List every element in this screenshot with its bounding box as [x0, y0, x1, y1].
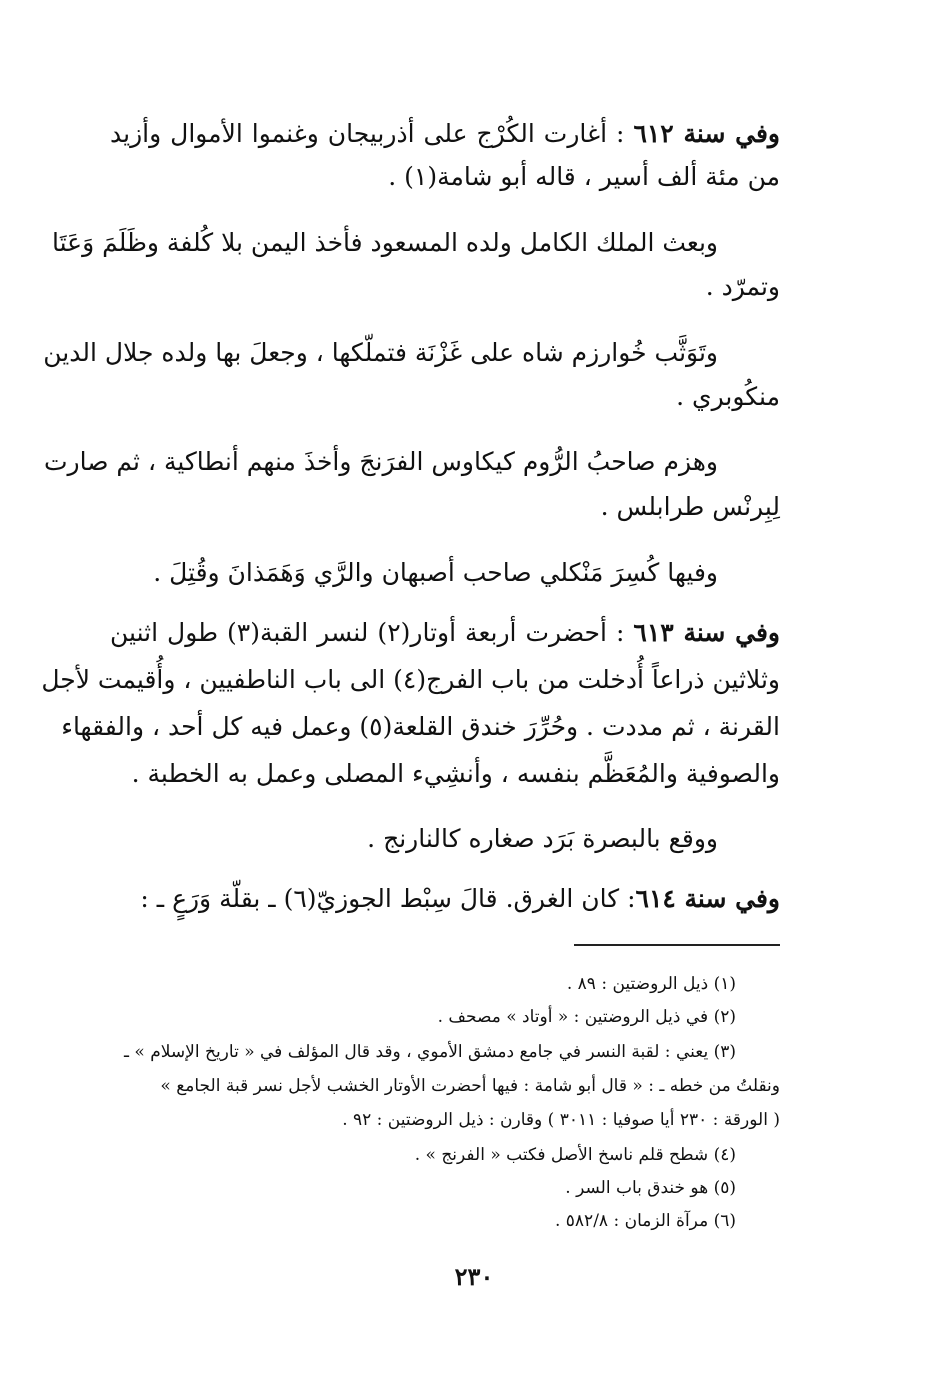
year-heading: وفي سنة ٦١٢ — [633, 119, 780, 148]
footnote: (٣) يعني : لقبة النسر في جامع دمشق الأموي ، وقد قال المؤلف في « تاريخ الإسلام » ـ — [124, 1042, 736, 1062]
text-line: وثلاثين ذراعاً أُدخلت من باب الفرج(٤) الى باب الناطفيين ، وأُقيمت لأجل — [41, 665, 780, 694]
text-line: وهزم صاحبُ الرُّوم كيكاوس الفرَنجَ وأخذَ منهم أنطاكية ، ثم صارت — [44, 447, 718, 476]
text-line: وفي سنة ٦١٤: كان الغرق. قالَ سِبْط الجوزيّ(٦) ـ بقلّة وَرَعٍ ـ : — [140, 884, 780, 913]
text-line: وفيها كُسِرَ مَنْكلي صاحب أصبهان والرَّي وَهَمَذانَ وقُتِلَ . — [153, 558, 718, 587]
text-line: من مئة ألف أسير ، قاله أبو شامة(١) . — [388, 162, 780, 191]
text-line: وتمرّد . — [705, 272, 780, 301]
footnote: ( الورقة : ٢٣٠ أيا صوفيا : ٣٠١١ ) وقارن : ذيل الروضتين : ٩٢ . — [342, 1110, 780, 1130]
footnote: (٢) في ذيل الروضتين : « أوتاد » مصحف . — [437, 1007, 736, 1027]
text-line: منكُوبري . — [676, 382, 780, 411]
footnote: ونقلتُ من خطه ـ : « قال أبو شامة : فيها أحضرت الأوتار الخشب لأجل نسر قبة الجامع » — [160, 1076, 780, 1096]
footnote: (٦) مرآة الزمان : ٥٨٢/٨ . — [554, 1211, 736, 1231]
footnote: (١) ذيل الروضتين : ٨٩ . — [566, 974, 736, 994]
text-line: القرنة ، ثم مددت . وحُرِّرَ خندق القلعة(٥) وعمل فيه كل أحد ، والفقهاء — [61, 712, 780, 741]
year-heading: وفي سنة ٦١٤ — [635, 884, 780, 913]
main-text — [41, 0, 780, 940]
footnote-divider — [574, 944, 780, 946]
text-line: وفي سنة ٦١٣ : أحضرت أربعة أوتار(٢) لنسر القبة(٣) طول اثنين — [110, 618, 780, 647]
text-line: ووقع بالبصرة بَرَد صغاره كالنارنج . — [367, 824, 718, 853]
text-line: لِبِرنْس طرابلس . — [600, 492, 780, 521]
text-line: وتَوَثَّب خُوارزم شاه على غَزْنَة فتملّكها ، وجعلَ بها ولده جلال الدين — [43, 338, 718, 367]
page-number: ٢٣٠ — [454, 1262, 494, 1291]
text-line: وبعث الملك الكامل ولده المسعود فأخذ اليمن بلا كُلفة وظَلَمَ وَعَتَا — [52, 228, 718, 257]
text-line: وفي سنة ٦١٢ : أغارت الكُرْج على أذربيجان وغنموا الأموال وأزيد — [110, 119, 780, 148]
footnote: (٤) شطح قلم ناسخ الأصل فكتب « الفرنج » . — [414, 1145, 736, 1165]
year-heading: وفي سنة ٦١٣ — [633, 618, 780, 647]
footnote: (٥) هو خندق باب السر . — [565, 1178, 736, 1198]
text-line: والصوفية والمُعَظَّم بنفسه ، وأنشِيء المصلى وعمل به الخطبة . — [131, 759, 780, 788]
